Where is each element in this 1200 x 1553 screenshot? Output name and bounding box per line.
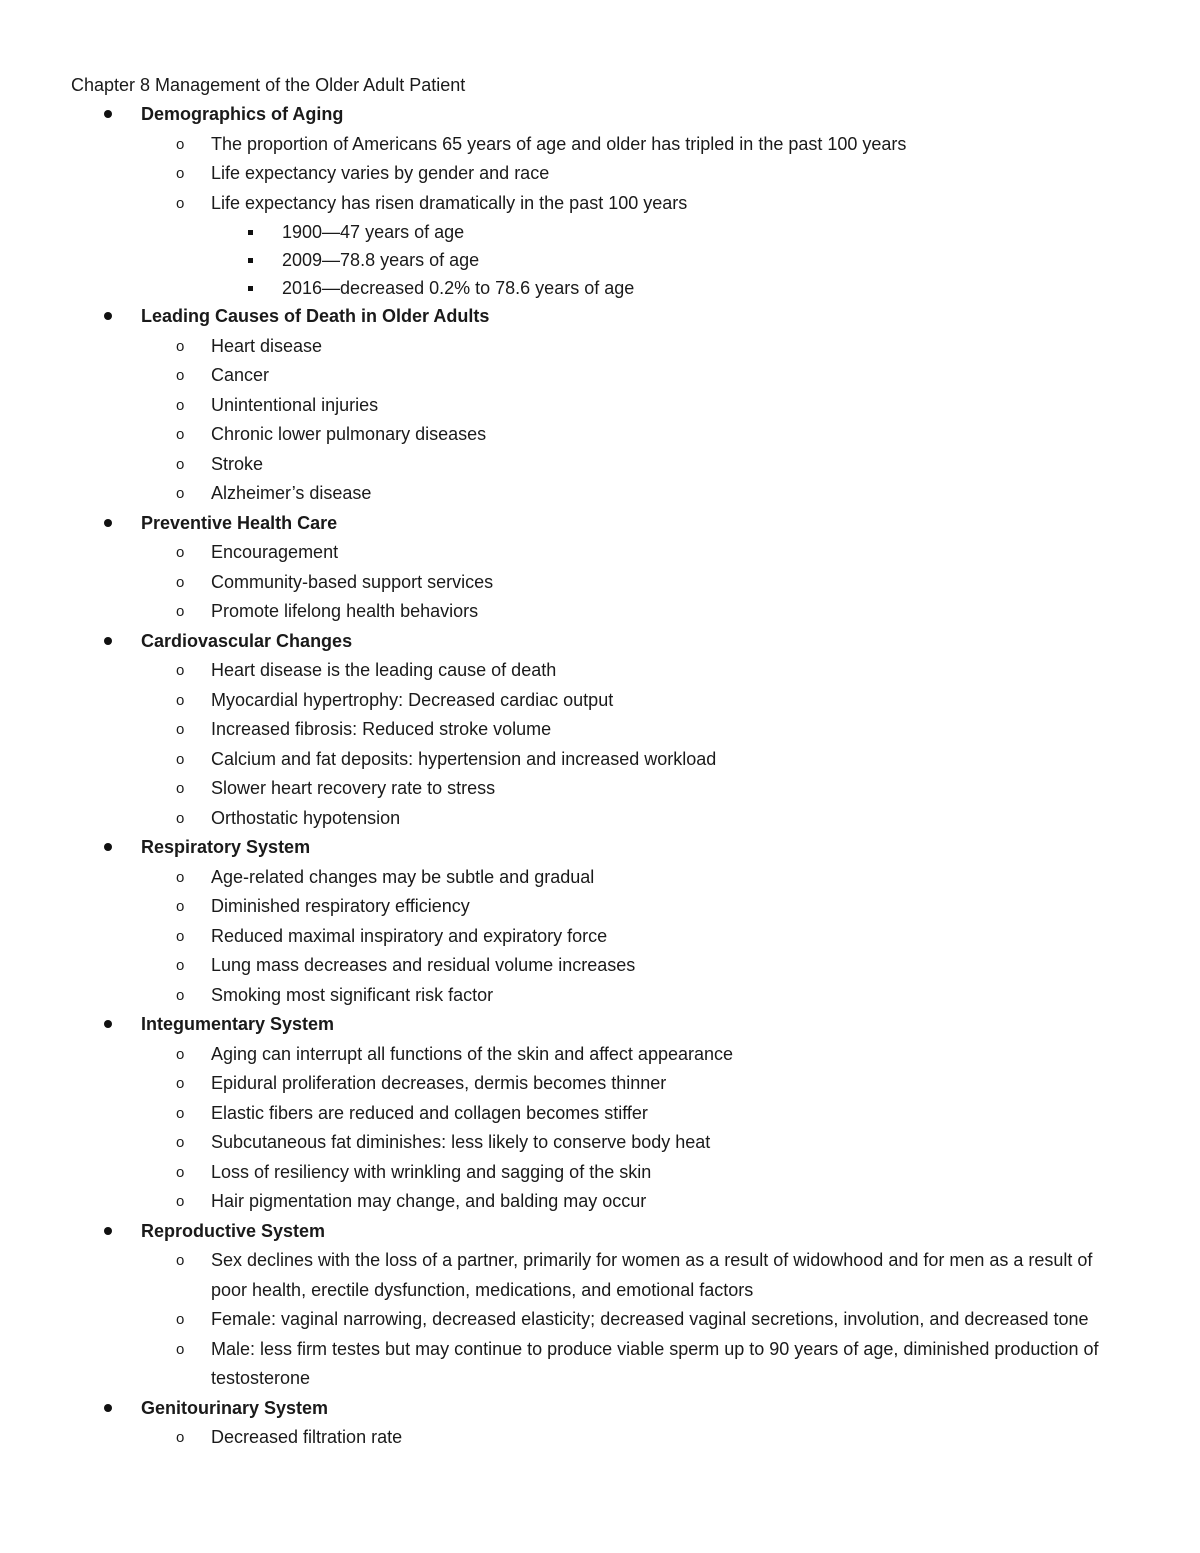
outline-item-text: Subcutaneous fat diminishes: less likely to conserve body heat	[211, 1132, 711, 1152]
circle-bullet-icon: o	[176, 927, 185, 945]
square-bullet-icon	[248, 286, 253, 291]
outline-item	[0, 1305, 1200, 1335]
outline-item	[0, 1246, 1200, 1305]
outline-item	[0, 981, 1200, 1011]
outline-item	[0, 1099, 1200, 1129]
outline-item	[0, 715, 1200, 745]
outline-section	[0, 100, 1200, 302]
outline-section	[0, 1217, 1200, 1394]
outline-item-text: Calcium and fat deposits: hypertension and increased workload	[211, 748, 717, 769]
outline-item-text: Hair pigmentation may change, and balding may occur	[211, 1191, 647, 1211]
section-heading: Genitourinary System	[141, 1397, 329, 1418]
outline-subitem-text: 1900—47 years of age	[282, 222, 465, 242]
bullet-dot-icon	[104, 312, 112, 320]
outline-item	[0, 863, 1200, 893]
outline-item-text: Epidural proliferation decreases, dermis becomes thinner	[211, 1073, 667, 1093]
bullet-dot-icon	[104, 519, 112, 527]
circle-bullet-icon: o	[176, 780, 185, 797]
outline-item	[0, 1423, 1200, 1453]
circle-bullet-icon: o	[176, 165, 185, 182]
outline-item-text: Orthostatic hypotension	[211, 807, 401, 828]
outline-item-text: Lung mass decreases and residual volume increases	[211, 955, 636, 975]
circle-bullet-icon: o	[176, 573, 185, 591]
section-heading-row	[0, 627, 1200, 657]
section-heading-row	[0, 1394, 1200, 1424]
outline-item	[0, 1128, 1200, 1158]
circle-bullet-icon: o	[176, 1134, 185, 1151]
circle-bullet-icon: o	[176, 1311, 185, 1328]
square-bullet-icon	[248, 258, 253, 263]
outline-item-text: Female: vaginal narrowing, decreased elasticity; decreased vaginal secretions, involution, and decreased tone	[211, 1309, 1089, 1329]
circle-bullet-icon: o	[176, 1429, 185, 1446]
section-heading: Cardiovascular Changes	[141, 630, 353, 651]
outline-item	[0, 1187, 1200, 1217]
outline-item	[0, 361, 1200, 391]
outline-subitem-text: 2016—decreased 0.2% to 78.6 years of age	[282, 278, 635, 298]
bullet-dot-icon	[104, 637, 112, 645]
circle-bullet-icon: o	[176, 337, 185, 355]
circle-bullet-icon: o	[176, 194, 185, 212]
outline-list	[0, 100, 1200, 1453]
outline-item-text: Reduced maximal inspiratory and expiratory force	[211, 925, 608, 946]
circle-bullet-icon: o	[176, 396, 185, 414]
section-heading: Reproductive System	[141, 1220, 326, 1241]
section-heading: Respiratory System	[141, 837, 311, 857]
outline-item	[0, 420, 1200, 450]
outline-item	[0, 1158, 1200, 1188]
outline-item-text: The proportion of Americans 65 years of age and older has tripled in the past 100 years	[211, 133, 907, 154]
outline-item-text: Elastic fibers are reduced and collagen becomes stiffer	[211, 1102, 648, 1123]
circle-bullet-icon: o	[176, 957, 185, 974]
outline-item-text: Promote lifelong health behaviors	[211, 601, 479, 621]
square-bullet-icon	[248, 230, 253, 235]
outline-item	[0, 922, 1200, 952]
outline-subitem	[0, 218, 1200, 246]
circle-bullet-icon: o	[176, 809, 185, 827]
outline-item	[0, 656, 1200, 686]
bullet-dot-icon	[104, 1404, 112, 1412]
section-heading-row	[0, 100, 1200, 130]
outline-section	[0, 1394, 1200, 1453]
section-heading: Leading Causes of Death in Older Adults	[141, 306, 490, 326]
document-title: Chapter 8 Management of the Older Adult Patient	[71, 75, 466, 95]
outline-item	[0, 130, 1200, 160]
circle-bullet-icon: o	[176, 1104, 185, 1122]
circle-bullet-icon: o	[176, 367, 185, 384]
circle-bullet-icon: o	[176, 1163, 185, 1181]
outline-item-text: Unintentional injuries	[211, 394, 379, 415]
bullet-dot-icon	[104, 1227, 112, 1235]
circle-bullet-icon: o	[176, 1252, 185, 1269]
circle-bullet-icon: o	[176, 1193, 185, 1210]
circle-bullet-icon: o	[176, 1340, 185, 1358]
outline-item	[0, 189, 1200, 219]
section-heading-row	[0, 1217, 1200, 1247]
outline-item-text: Aging can interrupt all functions of the skin and affect appearance	[211, 1043, 734, 1064]
bullet-dot-icon	[104, 1020, 112, 1028]
outline-item-text: Loss of resiliency with wrinkling and sagging of the skin	[211, 1161, 652, 1182]
outline-item	[0, 1335, 1200, 1394]
outline-section	[0, 509, 1200, 627]
circle-bullet-icon: o	[176, 986, 185, 1004]
outline-section	[0, 302, 1200, 509]
outline-item-text: Encouragement	[211, 542, 339, 562]
outline-item-text: Community-based support services	[211, 571, 494, 592]
section-heading: Demographics of Aging	[141, 104, 344, 124]
circle-bullet-icon: o	[176, 455, 185, 473]
outline-item-text: Increased fibrosis: Reduced stroke volume	[211, 719, 552, 739]
section-heading-row	[0, 302, 1200, 332]
circle-bullet-icon: o	[176, 750, 185, 768]
outline-item-text: Smoking most significant risk factor	[211, 984, 494, 1005]
circle-bullet-icon: o	[176, 485, 185, 502]
section-heading-row	[0, 1010, 1200, 1040]
outline-item-text: Slower heart recovery rate to stress	[211, 778, 496, 798]
section-heading-row	[0, 509, 1200, 539]
outline-item	[0, 159, 1200, 189]
outline-section	[0, 833, 1200, 1010]
circle-bullet-icon: o	[176, 1075, 185, 1092]
outline-item	[0, 538, 1200, 568]
section-heading: Preventive Health Care	[141, 512, 338, 533]
outline-item	[0, 804, 1200, 834]
circle-bullet-icon: o	[176, 603, 185, 620]
outline-item	[0, 479, 1200, 509]
outline-item-text: Life expectancy has risen dramatically in the past 100 years	[211, 192, 688, 213]
outline-item-text: Heart disease is the leading cause of death	[211, 660, 557, 680]
circle-bullet-icon: o	[176, 662, 185, 679]
outline-item-text: Myocardial hypertrophy: Decreased cardiac output	[211, 689, 614, 710]
outline-item	[0, 1040, 1200, 1070]
outline-item	[0, 391, 1200, 421]
outline-item-text: Age-related changes may be subtle and gradual	[211, 866, 595, 887]
circle-bullet-icon: o	[176, 898, 185, 915]
outline-subitem	[0, 274, 1200, 302]
outline-item	[0, 745, 1200, 775]
section-heading-row	[0, 833, 1200, 863]
outline-item-text: Cancer	[211, 365, 270, 385]
bullet-dot-icon	[104, 843, 112, 851]
outline-item	[0, 951, 1200, 981]
circle-bullet-icon: o	[176, 868, 185, 886]
outline-section	[0, 1010, 1200, 1217]
outline-section	[0, 627, 1200, 834]
outline-item-text: Heart disease	[211, 335, 323, 356]
outline-item-text: Diminished respiratory efficiency	[211, 896, 470, 916]
circle-bullet-icon: o	[176, 544, 185, 561]
outline-subitem-text: 2009—78.8 years of age	[282, 250, 480, 270]
section-heading: Integumentary System	[141, 1014, 335, 1034]
outline-item-text: Alzheimer’s disease	[211, 483, 372, 503]
circle-bullet-icon: o	[176, 1045, 185, 1063]
outline-item	[0, 774, 1200, 804]
outline-item-text: Sex declines with the loss of a partner, primarily for women as a result of widowhood and for men as a result of poor health, erectile dysfunction, medications, and emotional factors	[211, 1250, 1093, 1300]
outline-item	[0, 597, 1200, 627]
outline-item-text: Male: less firm testes but may continue to produce viable sperm up to 90 years of age, diminished production of testosterone	[211, 1338, 1099, 1388]
outline-item	[0, 1069, 1200, 1099]
outline-item	[0, 892, 1200, 922]
outline-item-text: Decreased filtration rate	[211, 1427, 403, 1447]
bullet-dot-icon	[104, 110, 112, 118]
outline-item-text: Life expectancy varies by gender and race	[211, 163, 550, 183]
outline-item-text: Chronic lower pulmonary diseases	[211, 424, 487, 444]
outline-item-text: Stroke	[211, 453, 264, 474]
circle-bullet-icon: o	[176, 721, 185, 738]
outline-item	[0, 686, 1200, 716]
outline-subitem	[0, 246, 1200, 274]
circle-bullet-icon: o	[176, 135, 185, 153]
circle-bullet-icon: o	[176, 426, 185, 443]
outline-item	[0, 568, 1200, 598]
circle-bullet-icon: o	[176, 691, 185, 709]
outline-item	[0, 450, 1200, 480]
outline-item	[0, 332, 1200, 362]
